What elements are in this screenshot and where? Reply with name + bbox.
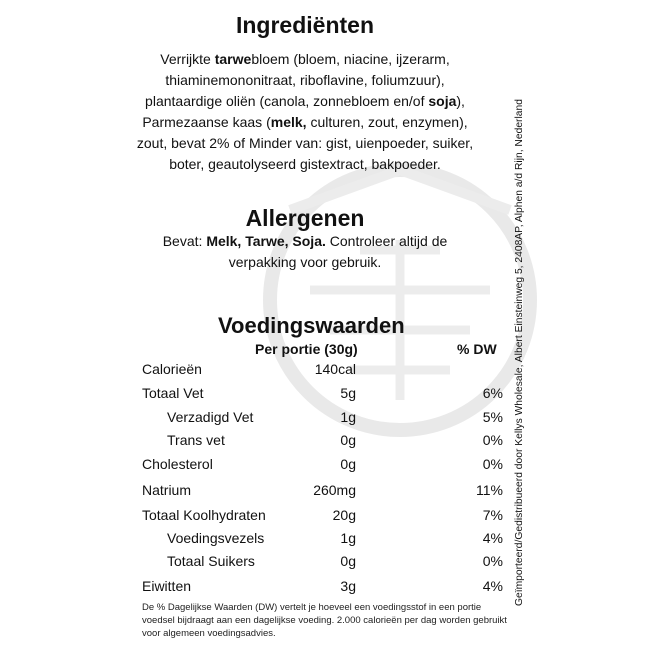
nutrient-name: Trans vet — [167, 432, 225, 448]
nutrition-row — [0, 385, 600, 405]
nutrition-row — [0, 432, 600, 452]
nutrient-name: Voedingsvezels — [167, 530, 265, 546]
nutrient-name: Verzadigd Vet — [167, 409, 254, 425]
nutrient-amount: 20g — [332, 507, 356, 523]
text-segment: boter, geautolyseerd gistextract, bakpoeder. — [169, 156, 441, 172]
nutrition-row — [0, 530, 600, 550]
nutrient-daily-value: 7% — [482, 507, 503, 523]
nutrition-row — [0, 507, 600, 527]
nutrition-row — [0, 456, 600, 476]
nutrient-daily-value: 5% — [482, 409, 503, 425]
nutrient-amount: 140cal — [314, 361, 356, 377]
nutrient-amount: 1g — [340, 530, 356, 546]
text-segment: Verrijkte — [160, 51, 215, 67]
nutrient-name: Calorieën — [142, 361, 202, 377]
text-segment: Controleer altijd de — [325, 233, 448, 249]
nutrient-amount: 5g — [340, 385, 356, 401]
bold-allergen-text: melk, — [270, 114, 307, 130]
text-segment: plantaardige oliën (canola, zonnebloem en/of — [145, 93, 429, 109]
nutrient-daily-value: 4% — [482, 530, 503, 546]
nutrition-row — [0, 409, 600, 429]
nutrient-amount: 1g — [340, 409, 356, 425]
nutrition-row — [0, 361, 600, 381]
allergens-title: Allergenen — [245, 205, 365, 231]
nutrition-footnote: De % Dagelijkse Waarden (DW) vertelt je hoeveel een voedingsstof in een portie voedsel bijdraagt aan een dagelijkse voeding. 2.000 calorieën per dag worden gebruikt voor algemeen voedingsadvies. — [142, 602, 507, 639]
nutrient-amount: 0g — [340, 456, 356, 472]
text-segment: Bevat: — [162, 233, 207, 249]
nutrient-name: Totaal Suikers — [167, 553, 255, 569]
nutrient-name: Cholesterol — [142, 456, 213, 472]
background-watermark-logo — [250, 150, 550, 450]
nutrient-daily-value: 4% — [482, 578, 503, 594]
importer-address-vertical: Geïmporteerd/Gedistribueerd door Kellys Wholesale, Albert Einsteinweg 5, 2408AP, Alphen a/d Rijn, Nederland — [514, 99, 525, 606]
text-segment: bloem (bloem, niacine, ijzerarm, — [251, 51, 450, 67]
nutrition-row — [0, 553, 600, 573]
nutrition-title: Voedingswaarden — [218, 313, 405, 338]
text-segment: thiaminemononitraat, riboflavine, foliumzuur), — [165, 72, 445, 88]
bold-allergen-text: soja — [428, 93, 457, 109]
nutrient-amount: 0g — [340, 432, 356, 448]
text-segment: culturen, zout, enzymen), — [306, 114, 468, 130]
nutrient-name: Totaal Vet — [142, 385, 204, 401]
text-segment: zout, bevat 2% of Minder van: gist, uienpoeder, suiker, — [136, 135, 474, 151]
nutrient-name: Eiwitten — [142, 578, 192, 594]
nutrient-daily-value: 0% — [482, 456, 503, 472]
daily-value-label: % DW — [457, 341, 497, 357]
nutrition-row — [0, 482, 600, 502]
bold-allergen-text: Melk, Tarwe, Soja. — [206, 233, 326, 249]
ingredients-title: Ingrediënten — [235, 12, 374, 38]
nutrient-amount: 260mg — [313, 482, 356, 498]
portion-label: Per portie (30g) — [255, 341, 358, 357]
nutrient-daily-value: 0% — [482, 432, 503, 448]
nutrition-row — [0, 578, 600, 598]
nutrient-name: Totaal Koolhydraten — [142, 507, 266, 523]
bold-allergen-text: tarwe — [214, 51, 252, 67]
nutrient-amount: 3g — [340, 578, 356, 594]
text-segment: verpakking voor gebruik. — [228, 254, 382, 270]
nutrient-name: Natrium — [142, 482, 192, 498]
nutrient-daily-value: 6% — [482, 385, 503, 401]
text-segment: Parmezaanse kaas ( — [142, 114, 271, 130]
text-segment: ), — [456, 93, 465, 109]
nutrient-amount: 0g — [340, 553, 356, 569]
nutrient-daily-value: 11% — [476, 482, 503, 498]
nutrient-daily-value: 0% — [482, 553, 503, 569]
